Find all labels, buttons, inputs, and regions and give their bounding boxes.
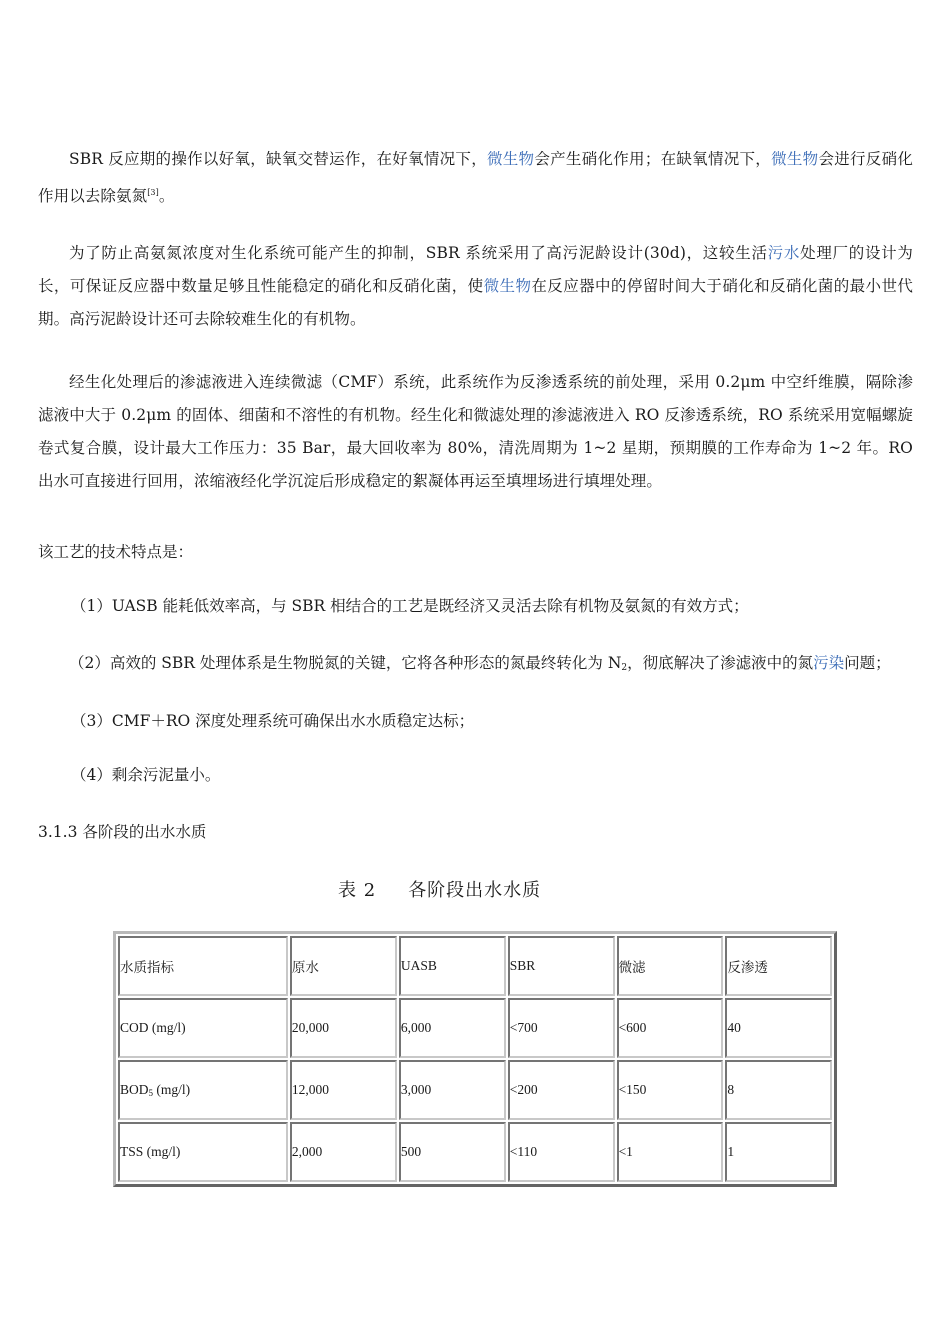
table-cell: <200 [508,1060,615,1120]
feature-item-3: （3）CMF＋RO 深度处理系统可确保出水水质稳定达标； [71,712,475,730]
feature-item-4: （4）剩余污泥量小。 [71,766,221,784]
table-header-cell: UASB [399,936,506,996]
table-cell: 8 [725,1060,832,1120]
table-header-row [118,936,832,996]
table-cell: 12,000 [290,1060,397,1120]
table-caption [338,876,541,902]
table-cell: <150 [617,1060,724,1120]
paragraph-text: 为了防止高氨氮浓度对生化系统可能产生的抑制，SBR 系统采用了高污泥龄设计(30d)，这较生活 [69,244,768,262]
feature-text: ，彻底解决了渗滤液中的氮 [627,654,814,672]
paragraph-text: 处理厂的设计为长，可保证反应器中数量足够且性能稳定的硝化和反硝化菌，使 [38,244,914,295]
feature-item-2 [69,652,891,679]
table-cell: <600 [617,998,724,1058]
link-pollution[interactable]: 污染 [813,654,845,672]
table-caption-title: 各阶段出水水质 [408,880,542,901]
table-cell: 40 [725,998,832,1058]
subscript: 2 [621,663,628,673]
table-row [118,1122,832,1182]
table-cell: 2,000 [290,1122,397,1182]
label-text: (mg/l) [153,1082,191,1097]
subscript: 5 [148,1088,154,1098]
feature-item-1: （1）UASB 能耗低效率高，与 SBR 相结合的工艺是既经济又灵活去除有机物及氨氮的有效方式； [71,597,749,615]
table-cell: 3,000 [399,1060,506,1120]
water-quality-table [113,931,837,1187]
table-cell: 20,000 [290,998,397,1058]
reference-mark: [3] [147,188,159,197]
link-wastewater[interactable]: 污水 [767,244,801,262]
table-row-label: TSS (mg/l) [118,1122,288,1182]
table-caption-number: 表 2 [338,880,377,901]
paragraph-text: SBR 反应期的操作以好氧，缺氧交替运作，在好氧情况下， [69,150,487,168]
table-header-cell: 反渗透 [725,936,832,996]
paragraph-cmf-ro: 经生化处理后的渗滤液进入连续微滤（CMF）系统，此系统作为反渗透系统的前处理，采用 0.2μm 中空纤维膜，隔除渗滤液中大于 0.2μm 的固体、细菌和不溶性的有机物。经生化和微滤处理的渗滤液进入 RO 反渗透系统，RO 系统采用宽幅螺旋卷式复合膜，设计最大工作压力：35 Bar，最大回收率为 80%，清洗周期为 1~2 星期，预期膜的工作寿命为 1~2 年。RO 出水可直接进行回用，浓缩液经化学沉淀后形成稳定的絮凝体再运至填埋场进行填埋处理。 [38,373,913,490]
table-cell: 1 [725,1122,832,1182]
table-cell: <110 [508,1122,615,1182]
table-cell: <700 [508,998,615,1058]
label-text: BOD [120,1082,149,1097]
table-header-cell: 微滤 [617,936,724,996]
link-microorganism[interactable]: 微生物 [486,150,535,168]
table-header-cell: 原水 [290,936,397,996]
paragraph-sludge-age [38,237,913,336]
section-heading: 3.1.3 各阶段的出水水质 [38,823,207,841]
table-row-label [118,1060,288,1120]
paragraph-text: 会进行反硝化作用以去除氨氮 [38,150,913,205]
table-cell: 6,000 [399,998,506,1058]
paragraph-text: 在反应器中的停留时间大于硝化和反硝化菌的最小世代期。高污泥龄设计还可去除较难生化的有机物。 [38,277,913,328]
table-cell: <1 [617,1122,724,1182]
table-header-cell: 水质指标 [118,936,288,996]
table-row-label: COD (mg/l) [118,998,288,1058]
feature-text: 问题； [844,654,891,672]
features-intro: 该工艺的技术特点是： [38,543,194,561]
feature-text: （2）高效的 SBR 处理体系是生物脱氮的关键，它将各种形态的氮最终转化为 N [69,654,622,672]
table-header-cell: SBR [508,936,615,996]
link-microorganism[interactable]: 微生物 [483,277,532,295]
table-row [118,998,832,1058]
table-row [118,1060,832,1120]
paragraph-sbr-operation [38,143,913,213]
link-microorganism[interactable]: 微生物 [771,150,819,168]
paragraph-text: 。 [158,187,175,205]
table-cell: 500 [399,1122,506,1182]
paragraph-text: 会产生硝化作用；在缺氧情况下， [534,150,772,168]
